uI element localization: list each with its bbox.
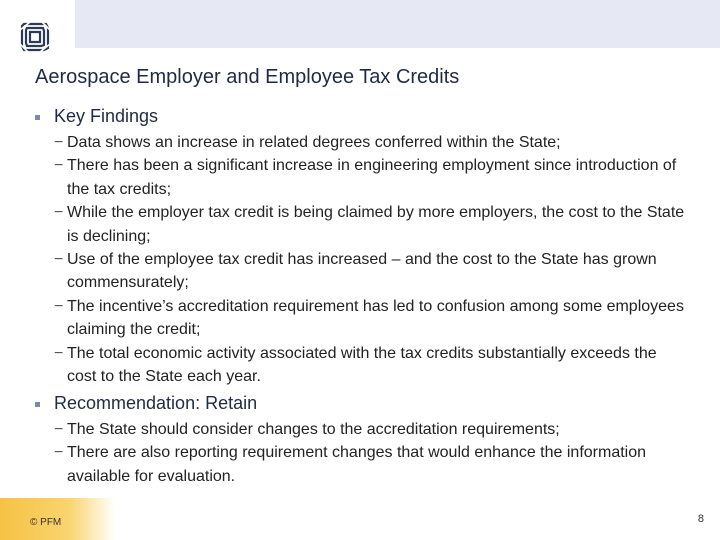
list-item <box>35 342 687 389</box>
dash-bullet-icon: − <box>54 134 64 151</box>
list-item-text: The State should consider changes to the accreditation requirements; <box>67 421 560 438</box>
dash-bullet-icon: − <box>54 444 64 462</box>
pfm-logo-icon <box>16 18 54 56</box>
recommendation-section <box>35 392 687 488</box>
list-item-text: There has been a significant increase in engineering employment since introduction of the tax credits; <box>67 157 677 198</box>
list-item <box>35 248 687 295</box>
list-item-text: While the employer tax credit is being claimed by more employers, the cost to the State is declining; <box>67 204 685 245</box>
list-item <box>35 131 687 154</box>
key-findings-list <box>35 131 687 388</box>
dash-bullet-icon: − <box>54 251 64 269</box>
recommendation-list <box>35 418 687 488</box>
list-item <box>35 201 687 248</box>
footer-copyright: © PFM <box>30 517 62 528</box>
list-item-text: The total economic activity associated with the tax credits substantially exceeds the cost to the State each year. <box>67 344 657 386</box>
key-findings-heading <box>35 105 687 127</box>
dash-bullet-icon: − <box>54 204 64 222</box>
dash-bullet-icon: − <box>54 297 64 315</box>
list-item-text: The incentive’s accreditation requirement has led to confusion among some employees claiming the credit; <box>67 297 684 339</box>
key-findings-section <box>35 105 687 388</box>
list-item <box>35 418 687 441</box>
header-band <box>75 0 720 48</box>
section-heading-text: Recommendation: Retain <box>54 392 258 413</box>
list-item <box>35 154 687 201</box>
section-heading-text: Key Findings <box>54 105 159 126</box>
list-item <box>35 295 687 342</box>
list-item-text: There are also reporting requirement changes that would enhance the information available for evaluation. <box>67 444 647 485</box>
page-number: 8 <box>697 513 704 525</box>
dash-bullet-icon: − <box>54 157 64 175</box>
square-bullet-icon <box>35 115 40 120</box>
dash-bullet-icon: − <box>54 344 64 362</box>
dash-bullet-icon: − <box>54 421 64 438</box>
square-bullet-icon <box>35 402 40 407</box>
list-item <box>35 441 687 488</box>
recommendation-heading <box>35 392 687 414</box>
slide-title: Aerospace Employer and Employee Tax Credits <box>35 66 460 88</box>
list-item-text: Use of the employee tax credit has increased – and the cost to the State has grown commensurately; <box>67 251 657 292</box>
list-item-text: Data shows an increase in related degrees conferred within the State; <box>67 134 561 151</box>
